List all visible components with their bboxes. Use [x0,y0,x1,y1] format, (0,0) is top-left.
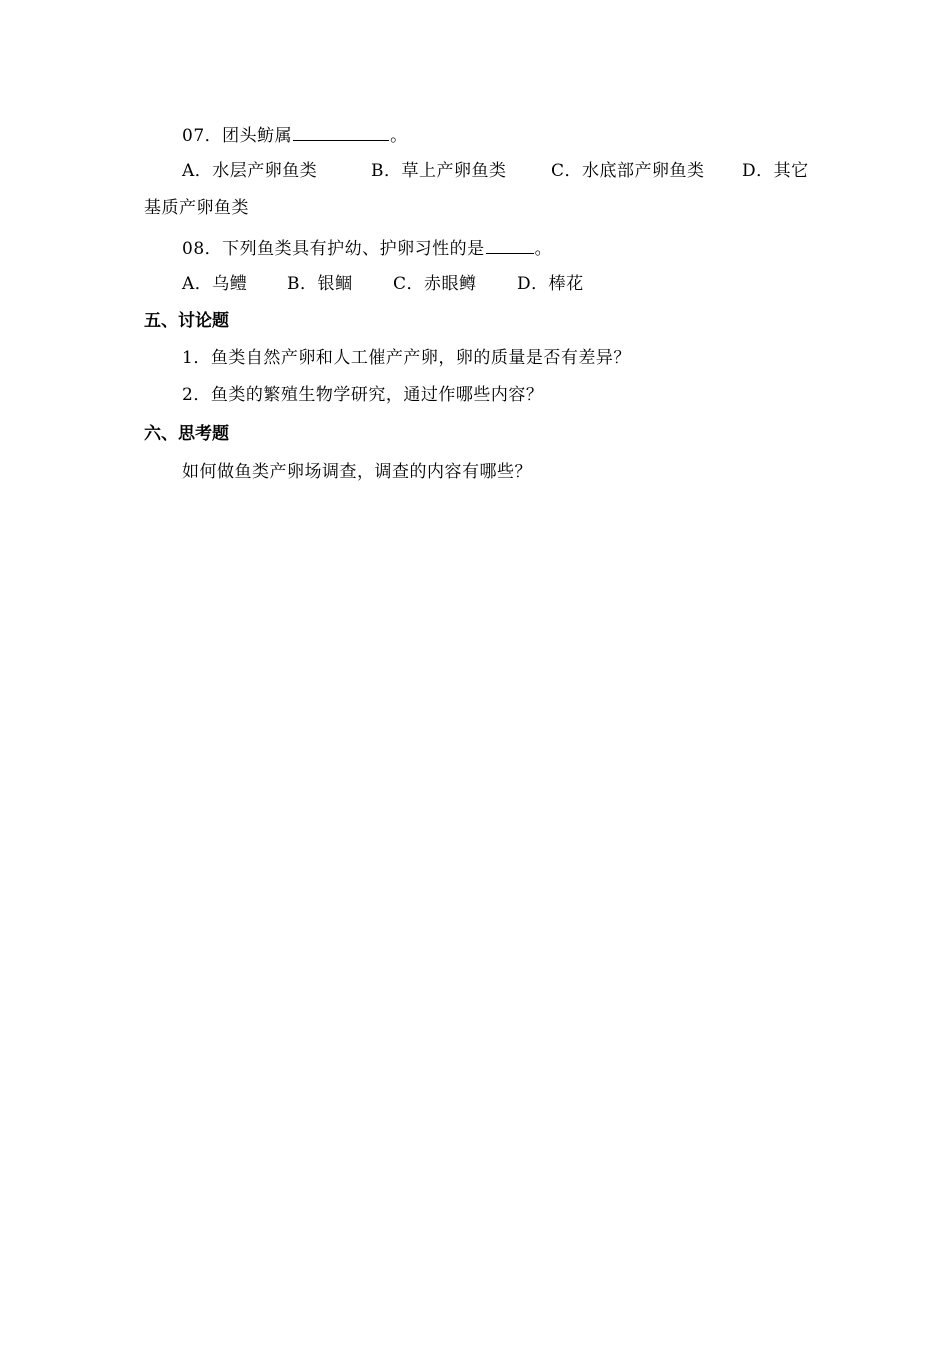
question-07 [182,122,408,147]
question-07-option-b: B．草上产卵鱼类 [371,161,507,181]
question-08-end: 。 [534,239,553,259]
question-08-option-a: A．乌鳢 [182,274,248,294]
question-08 [182,235,552,260]
question-08-option-b: B．银鲴 [287,274,353,294]
question-08-option-c: C．赤眼鳟 [393,274,477,294]
question-07-option-a: A．水层产卵鱼类 [182,161,318,181]
question-07-end: 。 [390,126,408,146]
discussion-item: 1．鱼类自然产卵和人工催产产卵，卵的质量是否有差异？ [182,348,631,368]
question-08-option-d: D．棒花 [517,274,584,294]
question-07-option-c: C．水底部产卵鱼类 [551,161,705,181]
thinking-item: 如何做鱼类产卵场调查，调查的内容有哪些？ [182,462,532,482]
question-07-stem: 07．团头鲂属 [182,126,293,146]
answer-blank [293,122,389,141]
question-07-option-d: D．其它 [742,161,809,181]
section-heading-discussion: 五、讨论题 [144,311,229,331]
section-heading-thinking: 六、思考题 [144,424,229,444]
answer-blank [486,235,534,254]
question-08-stem: 08．下列鱼类具有护幼、护卵习性的是 [182,239,485,259]
question-07-option-d-continued: 基质产卵鱼类 [144,198,249,218]
discussion-item: 2．鱼类的繁殖生物学研究，通过作哪些内容？ [182,385,544,405]
